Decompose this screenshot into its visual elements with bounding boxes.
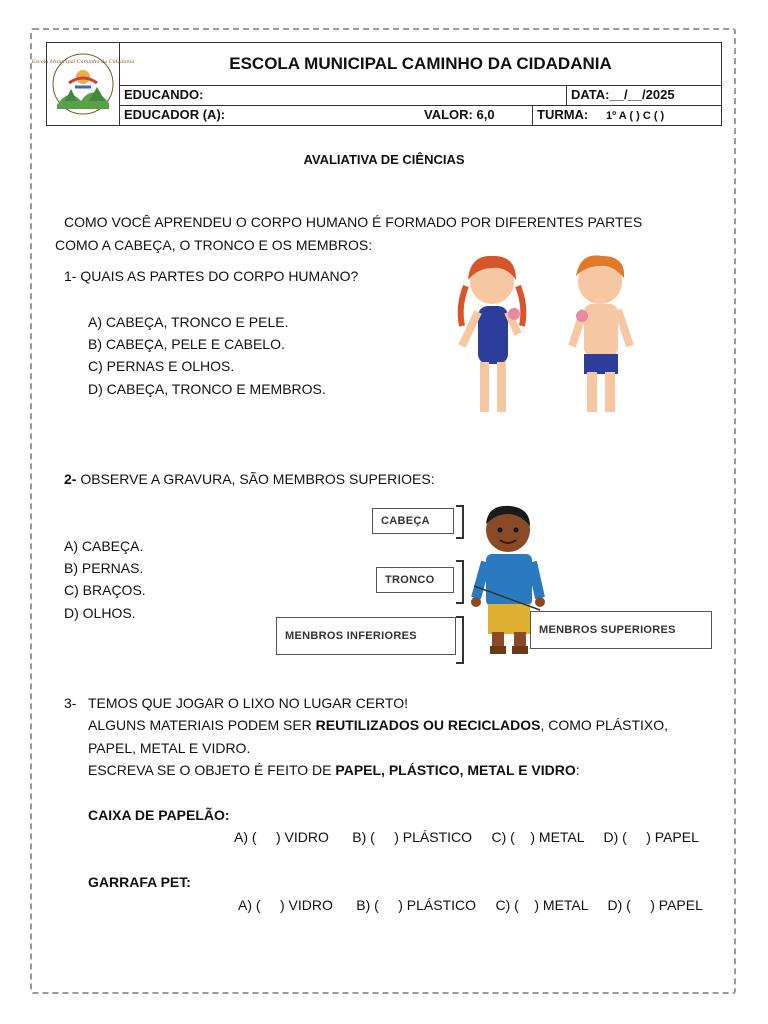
label-membros-inferiores: MENBROS INFERIORES — [276, 617, 456, 655]
q1-option-c[interactable]: C) PERNAS E OLHOS. — [88, 358, 235, 374]
data-field[interactable]: DATA:__/__/2025 — [566, 85, 721, 105]
q1-option-b[interactable]: B) CABEÇA, PELE E CABELO. — [88, 336, 285, 352]
q1-option-a[interactable]: A) CABEÇA, TRONCO E PELE. — [88, 314, 289, 330]
header-table — [31, 42, 722, 126]
q2-question — [64, 471, 435, 487]
header-row-educador — [120, 105, 721, 125]
intro-line-2: COMO A CABEÇA, O TRONCO E OS MEMBROS: — [55, 237, 373, 253]
bracket-cabeca — [456, 505, 464, 539]
label-tronco: TRONCO — [376, 567, 454, 593]
logo-text: Escola Municipal Caminho da Cidadania — [31, 59, 135, 65]
q3-number: 3- — [64, 695, 77, 711]
q2-option-c[interactable]: C) BRAÇOS. — [64, 582, 146, 598]
q3-line-4-pre: ESCREVA SE O OBJETO É FEITO DE — [88, 762, 336, 778]
bracket-inferiores — [456, 616, 464, 664]
q3-item-1-label: CAIXA DE PAPELÃO: — [88, 807, 230, 823]
q2-option-a[interactable]: A) CABEÇA. — [64, 538, 144, 554]
boy-figure — [572, 255, 630, 412]
q3-line-2-post: , COMO PLÁSTIXO, — [540, 717, 669, 733]
girl-figure — [461, 256, 524, 412]
turma-label: TURMA: — [532, 105, 602, 125]
q3-line-1: TEMOS QUE JOGAR O LIXO NO LUGAR CERTO! — [88, 695, 408, 711]
q2-text: OBSERVE A GRAVURA, SÃO MEMBROS SUPERIOES: — [76, 471, 435, 487]
q1-question: 1- QUAIS AS PARTES DO CORPO HUMANO? — [64, 268, 359, 284]
q3-line-3: PAPEL, METAL E VIDRO. — [88, 740, 251, 756]
educador-field[interactable]: EDUCADOR (A): — [124, 107, 226, 122]
q3-line-2-pre: ALGUNS MATERIAIS PODEM SER — [88, 717, 316, 733]
intro-line-1: COMO VOCÊ APRENDEU O CORPO HUMANO É FORMADO POR DIFERENTES PARTES — [64, 214, 643, 230]
q3-line-4-post: : — [575, 762, 580, 778]
q2-option-b[interactable]: B) PERNAS. — [64, 560, 144, 576]
q3-line-4 — [88, 762, 580, 778]
q3-line-2 — [88, 717, 668, 733]
q3-line-4-bold: PAPEL, PLÁSTICO, METAL E VIDRO — [335, 762, 576, 778]
q3-item-2-label: GARRAFA PET: — [88, 874, 191, 890]
valor-label: VALOR: 6,0 — [424, 107, 495, 122]
header-row-educando — [120, 85, 721, 106]
educando-field[interactable]: EDUCANDO: — [124, 87, 204, 102]
q2-number: 2- — [64, 471, 77, 487]
q1-option-d[interactable]: D) CABEÇA, TRONCO E MEMBROS. — [88, 381, 326, 397]
bracket-tronco — [456, 560, 464, 604]
label-membros-superiores: MENBROS SUPERIORES — [530, 611, 712, 649]
q2-option-d[interactable]: D) OLHOS. — [64, 605, 136, 621]
body-parts-figure — [470, 500, 550, 660]
school-name: ESCOLA MUNICIPAL CAMINHO DA CIDADANIA — [120, 43, 721, 86]
children-illustration — [440, 246, 660, 436]
turma-options[interactable]: 1º A ( ) C ( ) — [606, 110, 665, 122]
school-logo — [31, 43, 135, 125]
q3-line-2-bold: REUTILIZADOS OU RECICLADOS — [315, 717, 541, 733]
label-cabeca: CABEÇA — [372, 508, 454, 534]
q3-item-2-options[interactable]: A) ( ) VIDRO B) ( ) PLÁSTICO C) ( ) METAL D) ( ) PAPEL — [238, 897, 703, 913]
q3-item-1-options[interactable]: A) ( ) VIDRO B) ( ) PLÁSTICO C) ( ) METAL D) ( ) PAPEL — [234, 829, 699, 845]
page-title: AVALIATIVA DE CIÊNCIAS — [303, 152, 465, 167]
